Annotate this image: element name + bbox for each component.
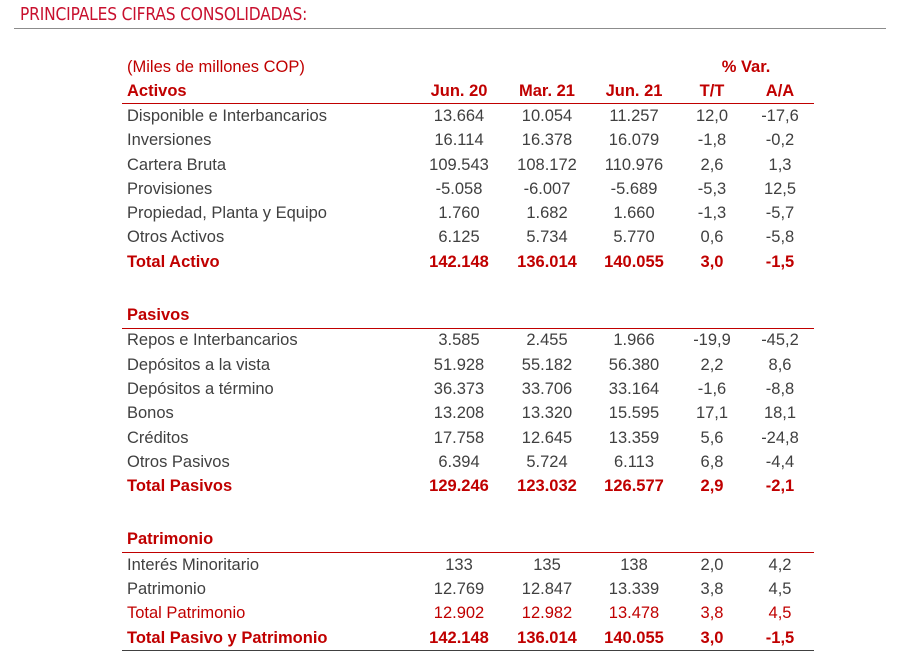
value-cell: 36.373 (433, 379, 485, 398)
value-cell: 5,6 (700, 428, 724, 447)
value-cell: 13.339 (608, 579, 660, 598)
row-label: Bonos (127, 404, 174, 423)
value-cell: -2,1 (765, 477, 795, 496)
blank-cell (414, 528, 504, 553)
value-cell: -45,2 (761, 331, 799, 350)
value-cell: 1.760 (438, 204, 480, 223)
value-cell: 12.645 (521, 428, 573, 447)
row-label: Total Activo (127, 252, 220, 271)
row-label: Inversiones (127, 131, 212, 150)
value-cell: 17.758 (433, 428, 485, 447)
value-cell: 142.148 (414, 626, 504, 651)
value-cell: -24,8 (761, 428, 799, 447)
pasivos-header-row (122, 303, 814, 328)
section-spacer (122, 274, 814, 303)
value-cell: -6.007 (523, 179, 571, 198)
value-cell: 3.585 (438, 331, 480, 350)
blank-cell (504, 528, 590, 553)
row-label: Provisiones (127, 179, 213, 198)
value-cell: -5,3 (697, 179, 727, 198)
value-cell: 16.114 (434, 131, 484, 150)
table-row (122, 402, 814, 426)
value-cell: -17,6 (761, 106, 799, 125)
row-label: Otros Pasivos (127, 452, 230, 471)
blank-cell (678, 528, 746, 553)
row-label: Depósitos a término (127, 379, 274, 398)
value-cell: 3,8 (700, 579, 724, 598)
value-cell: 55.182 (521, 355, 573, 374)
total-patrimonio-row (122, 602, 814, 626)
value-cell: 13.320 (521, 404, 573, 423)
value-cell: 18,1 (763, 404, 797, 423)
row-label: Interés Minoritario (127, 555, 260, 574)
row-label: Otros Activos (127, 228, 225, 247)
value-cell: -0,2 (765, 131, 795, 150)
variation-header: % Var. (721, 57, 771, 76)
value-cell: 1.660 (613, 204, 655, 223)
table-row (122, 153, 814, 177)
value-cell: 5.724 (526, 452, 568, 471)
value-cell: 3,0 (678, 626, 746, 651)
value-cell: -5,7 (765, 204, 795, 223)
section-heading: Activos (122, 79, 414, 104)
value-cell: 3,8 (700, 604, 724, 623)
value-cell: 1,3 (768, 155, 792, 174)
value-cell: 108.172 (517, 155, 577, 174)
value-cell: 6,8 (700, 452, 724, 471)
section-spacer (122, 499, 814, 528)
blank-cell (504, 55, 590, 79)
value-cell: -8,8 (765, 379, 795, 398)
value-cell: 142.148 (429, 252, 489, 271)
table-row (122, 201, 814, 225)
column-header: Jun. 20 (414, 79, 504, 104)
value-cell: 110.976 (604, 155, 664, 174)
table-row (122, 328, 814, 353)
blank-cell (414, 303, 504, 328)
value-cell: -1,8 (697, 131, 727, 150)
financial-summary-table (122, 55, 814, 651)
value-cell: 2,2 (700, 355, 724, 374)
column-header: A/A (746, 79, 814, 104)
column-header: Jun. 21 (590, 79, 678, 104)
row-label: Propiedad, Planta y Equipo (127, 204, 327, 223)
page-title: PRINCIPALES CIFRAS CONSOLIDADAS: (20, 4, 308, 25)
blank-cell (590, 528, 678, 553)
value-cell: 133 (445, 555, 473, 574)
value-cell: 140.055 (604, 252, 664, 271)
value-cell: 12.982 (521, 604, 573, 623)
value-cell: 138 (620, 555, 648, 574)
row-label: Disponible e Interbancarios (127, 106, 327, 125)
row-label: Cartera Bruta (127, 155, 227, 174)
table-row (122, 426, 814, 450)
value-cell: 12,5 (763, 179, 797, 198)
value-cell: 13.478 (608, 604, 660, 623)
value-cell: 1.682 (526, 204, 568, 223)
blank-cell (504, 303, 590, 328)
blank-cell (746, 303, 814, 328)
value-cell: 109.543 (429, 155, 489, 174)
value-cell: 135 (533, 555, 561, 574)
value-cell: -1,3 (697, 204, 727, 223)
value-cell: 17,1 (695, 404, 729, 423)
value-cell: 12,0 (695, 106, 729, 125)
value-cell: 136.014 (517, 252, 577, 271)
row-label: Depósitos a la vista (127, 355, 271, 374)
value-cell: 6.394 (438, 452, 480, 471)
value-cell: 2,6 (700, 155, 724, 174)
total-activo-row (122, 250, 814, 274)
value-cell: 33.706 (521, 379, 573, 398)
table-row (122, 553, 814, 578)
table-row (122, 177, 814, 201)
value-cell: 129.246 (429, 477, 489, 496)
table-row (122, 450, 814, 474)
row-label: Patrimonio (127, 579, 206, 598)
row-label: Total Pasivos (127, 477, 233, 496)
value-cell: -5.058 (435, 179, 483, 198)
table-row (122, 129, 814, 153)
blank-cell (590, 303, 678, 328)
value-cell: 2,0 (700, 555, 724, 574)
value-cell: -1,5 (765, 252, 795, 271)
title-divider (14, 28, 886, 29)
value-cell: 136.014 (504, 626, 590, 651)
value-cell: 5.770 (613, 228, 655, 247)
value-cell: -4,4 (765, 452, 795, 471)
value-cell: 4,2 (768, 555, 792, 574)
value-cell: -5,8 (765, 228, 795, 247)
activos-header-row (122, 79, 814, 104)
value-cell: 56.380 (608, 355, 660, 374)
value-cell: 33.164 (608, 379, 660, 398)
value-cell: -5.689 (610, 179, 658, 198)
value-cell: 8,6 (768, 355, 792, 374)
blank-cell (590, 55, 678, 79)
blank-cell (678, 303, 746, 328)
column-header: T/T (678, 79, 746, 104)
table-row (122, 226, 814, 250)
value-cell: 13.208 (433, 404, 485, 423)
value-cell: 126.577 (604, 477, 664, 496)
value-cell: -19,9 (693, 331, 731, 350)
value-cell: 4,5 (768, 579, 792, 598)
value-cell: 0,6 (700, 228, 724, 247)
column-header: Mar. 21 (504, 79, 590, 104)
row-label: Repos e Interbancarios (127, 331, 298, 350)
row-label: Total Patrimonio (127, 604, 246, 623)
patrimonio-header-row (122, 528, 814, 553)
value-cell: 16.378 (521, 131, 573, 150)
section-heading: Patrimonio (122, 528, 414, 553)
table-row (122, 353, 814, 377)
value-cell: 12.769 (433, 579, 485, 598)
total-pasivos-row (122, 474, 814, 498)
value-cell: 11.257 (609, 106, 659, 125)
value-cell: 6.113 (613, 452, 655, 471)
value-cell: 5.734 (526, 228, 568, 247)
row-label: Total Pasivo y Patrimonio (122, 626, 414, 651)
table-row (122, 104, 814, 129)
section-heading: Pasivos (122, 303, 414, 328)
value-cell: 6.125 (438, 228, 480, 247)
total-pasivo-patrimonio-row (122, 626, 814, 651)
value-cell: 2.455 (526, 331, 568, 350)
units-label: (Miles de millones COP) (127, 57, 305, 76)
value-cell: 1.966 (613, 331, 655, 350)
value-cell: 140.055 (590, 626, 678, 651)
value-cell: 12.847 (521, 579, 573, 598)
value-cell: -1,6 (697, 379, 727, 398)
table-row (122, 377, 814, 401)
value-cell: 13.359 (608, 428, 660, 447)
units-row (122, 55, 814, 79)
row-label: Créditos (127, 428, 189, 447)
blank-cell (414, 55, 504, 79)
value-cell: 51.928 (433, 355, 485, 374)
value-cell: 15.595 (608, 404, 660, 423)
value-cell: -1,5 (746, 626, 814, 651)
value-cell: 3,0 (700, 252, 724, 271)
blank-cell (746, 528, 814, 553)
value-cell: 13.664 (433, 106, 485, 125)
value-cell: 123.032 (517, 477, 577, 496)
value-cell: 2,9 (700, 477, 724, 496)
value-cell: 12.902 (433, 604, 485, 623)
value-cell: 16.079 (608, 131, 660, 150)
value-cell: 10.054 (521, 106, 573, 125)
value-cell: 4,5 (768, 604, 792, 623)
table-row (122, 577, 814, 601)
